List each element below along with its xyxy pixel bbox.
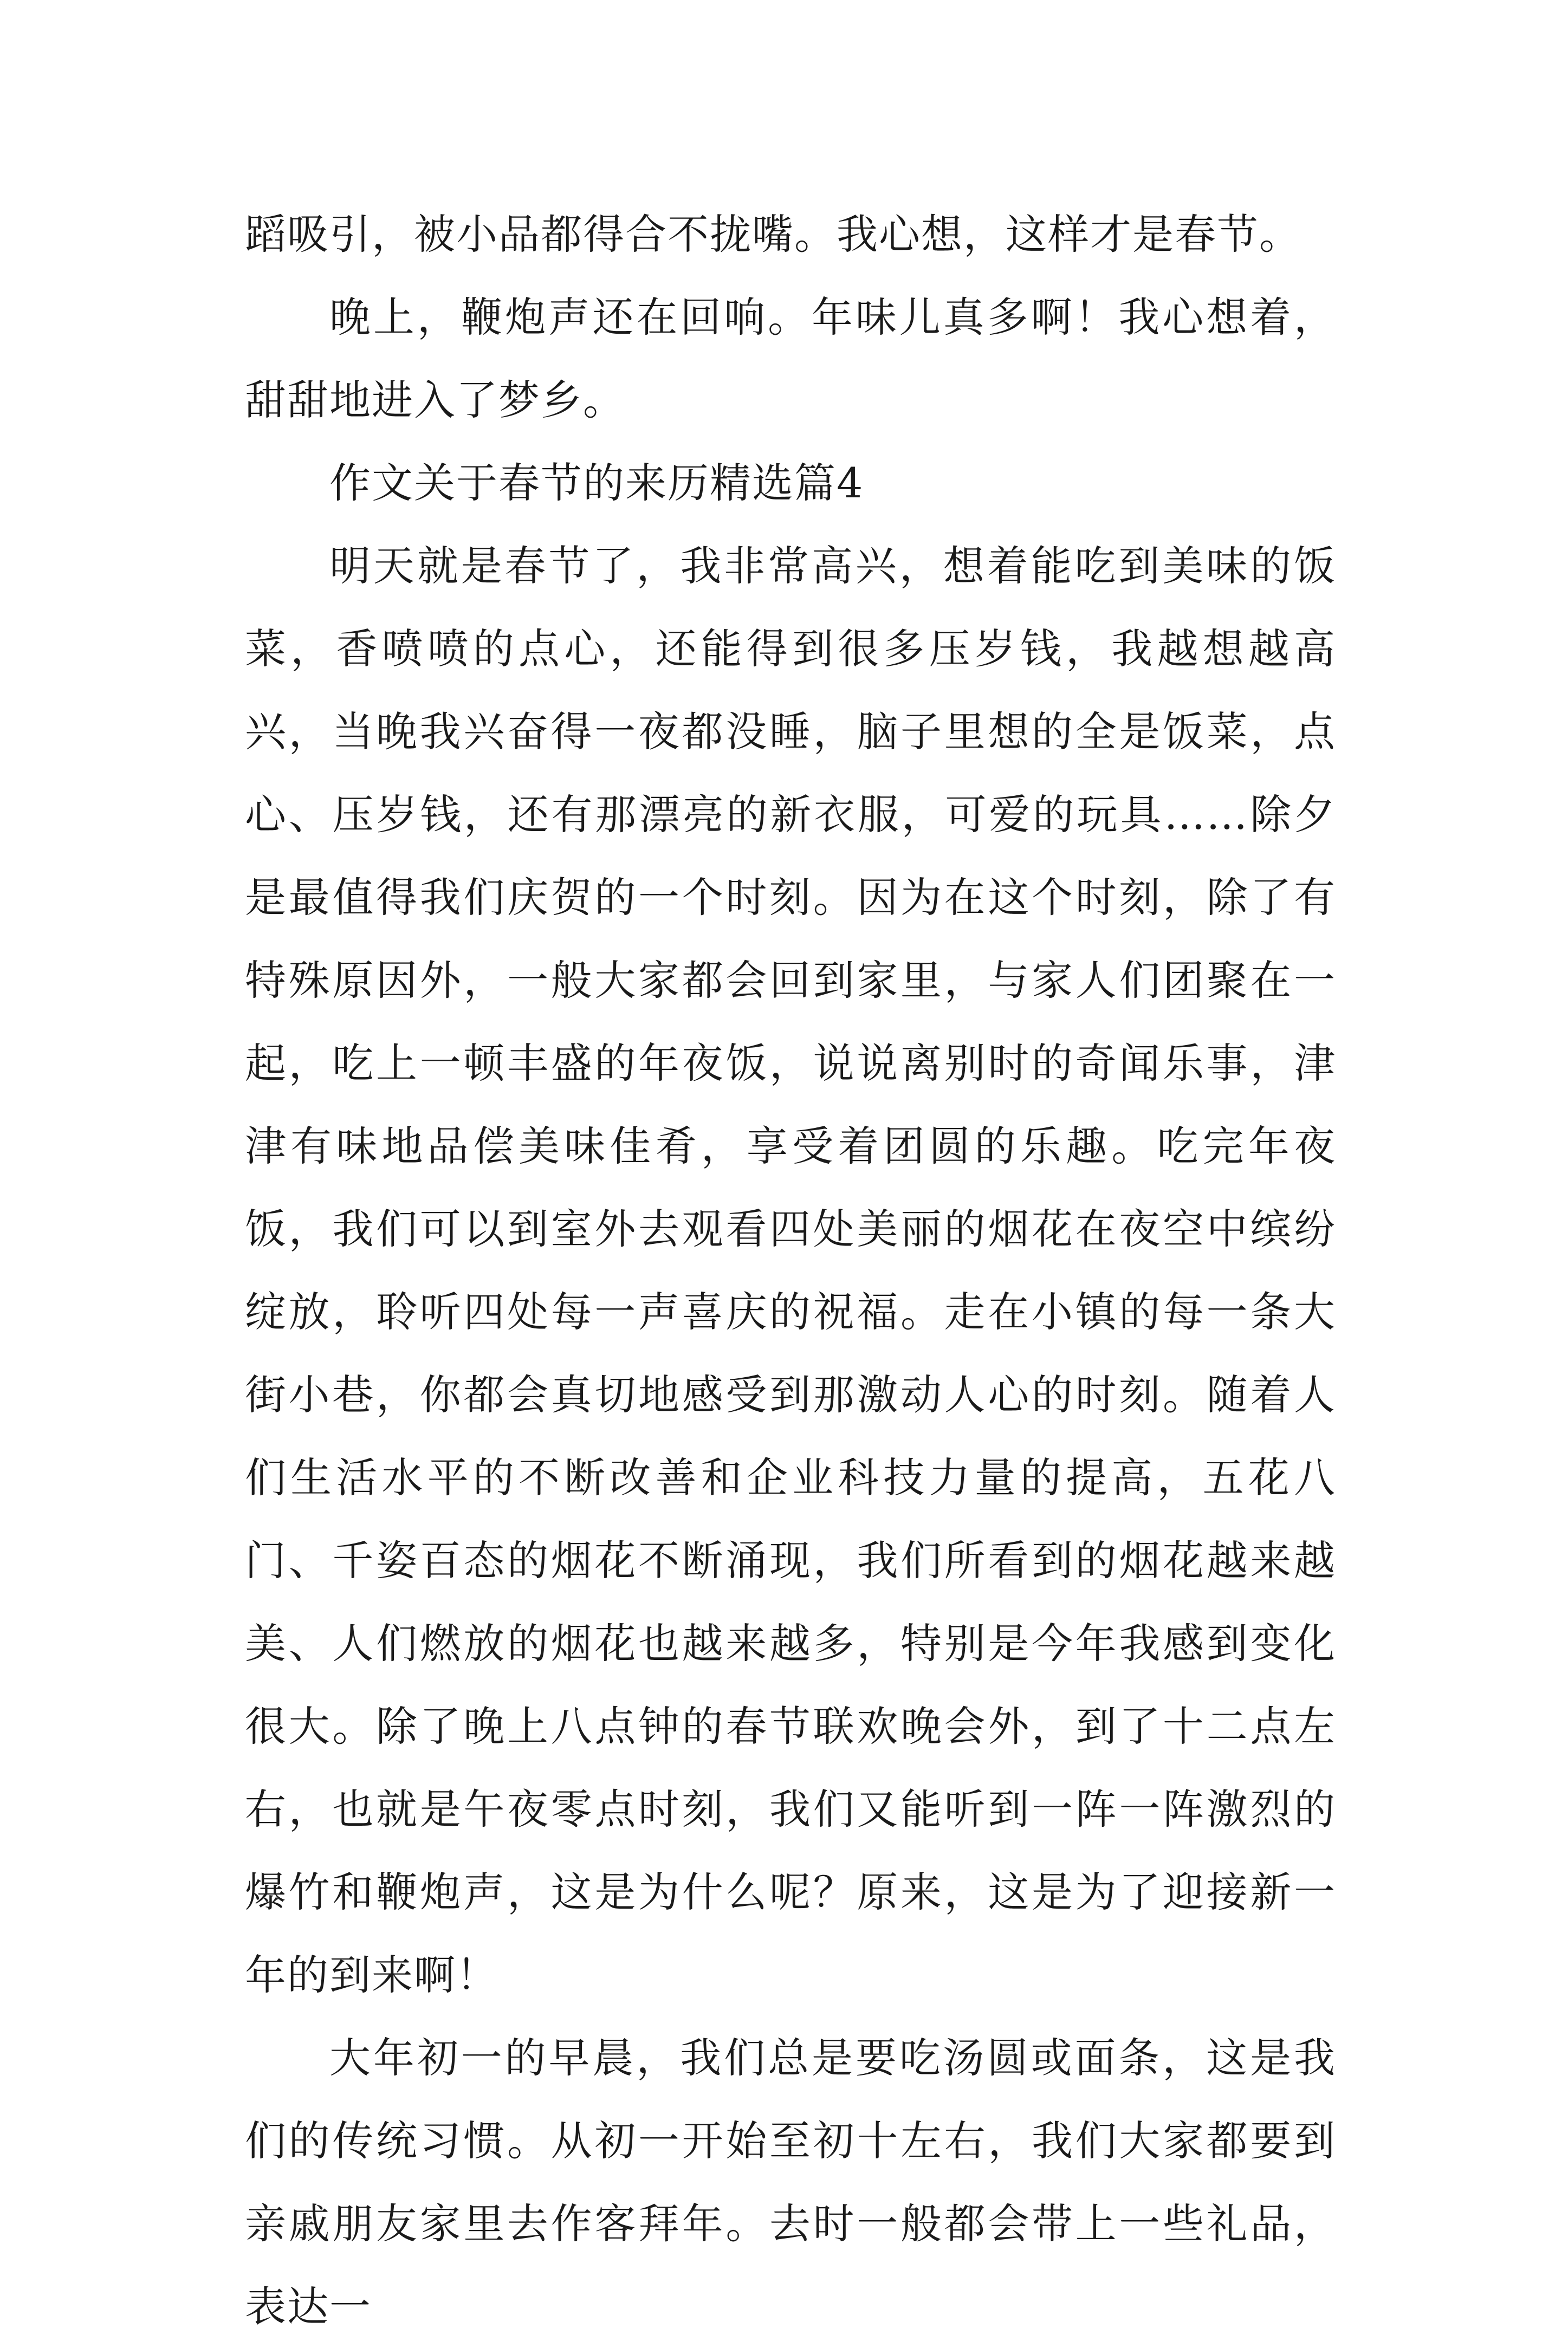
section-heading: 作文关于春节的来历精选篇4 (329, 459, 864, 507)
article-body (245, 193, 1336, 2348)
paragraph-continuation: 蹈吸引，被小品都得合不拢嘴。我心想，这样才是春节。 (245, 210, 1301, 258)
paragraph-new-year-eve: 明天就是春节了，我非常高兴，想着能吃到美味的饭菜，香喷喷的点心，还能得到很多压岁钱，我越想越高兴，当晚我兴奋得一夜都没睡，脑子里想的全是饭菜，点心、压岁钱，还有那漂亮的新衣服，可爱的玩具……除夕是最值得我们庆贺的一个时刻。因为在这个时刻，除了有特殊原因外，一般大家都会回到家里，与家人们团聚在一起，吃上一顿丰盛的年夜饭，说说离别时的奇闻乐事，津津有味地品偿美味佳肴，享受着团圆的乐趣。吃完年夜饭，我们可以到室外去观看四处美丽的烟花在夜空中缤纷绽放，聆听四处每一声喜庆的祝福。走在小镇的每一条大街小巷，你都会真切地感受到那激动人心的时刻。随着人们生活水平的不断改善和企业科技力量的提高，五花八门、千姿百态的烟花不断涌现，我们所看到的烟花越来越美、人们燃放的烟花也越来越多，特别是今年我感到变化很大。除了晚上八点钟的春节联欢晚会外，到了十二点左右，也就是午夜零点时刻，我们又能听到一阵一阵激烈的爆竹和鞭炮声，这是为什么呢？原来，这是为了迎接新一年的到来啊！ (245, 542, 1336, 1999)
paragraph-new-year-day: 大年初一的早晨，我们总是要吃汤圆或面条，这是我们的传统习惯。从初一开始至初十左右，我们大家都要到亲戚朋友家里去作客拜年。去时一般都会带上一些礼品，表达一 (245, 2034, 1336, 2331)
paragraph-evening: 晚上，鞭炮声还在回响。年味儿真多啊！我心想着，甜甜地进入了梦乡。 (245, 293, 1336, 424)
